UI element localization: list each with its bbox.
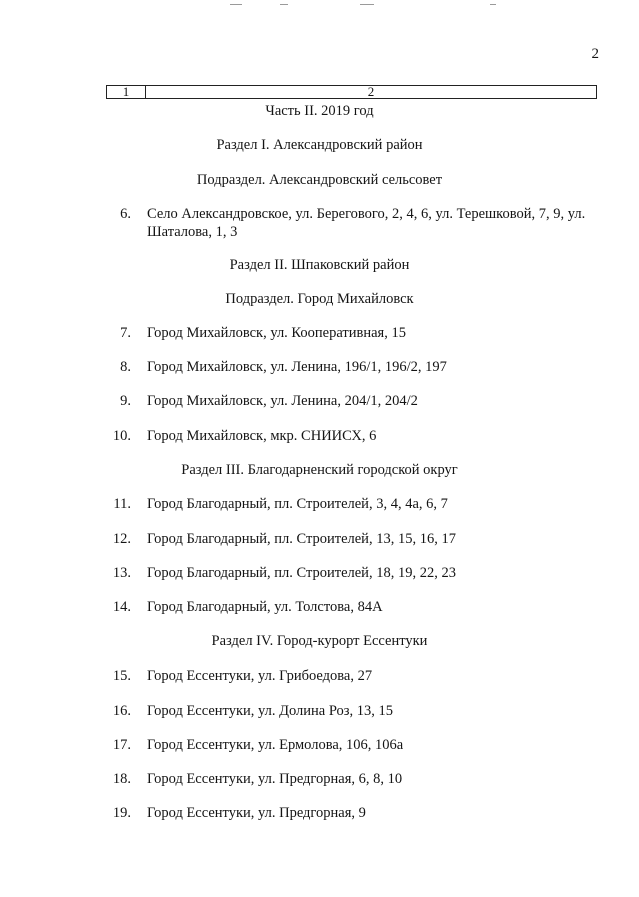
item-number: 9. bbox=[120, 393, 131, 409]
item-number: 8. bbox=[120, 359, 131, 375]
scan-artifact bbox=[280, 4, 288, 5]
section-heading: Раздел I. Александровский район bbox=[216, 137, 423, 153]
section-heading: Раздел III. Благодарненский городской округ bbox=[181, 462, 458, 478]
item-address: Город Ессентуки, ул. Предгорная, 9 bbox=[147, 805, 366, 821]
item-address: Город Благодарный, ул. Толстова, 84А bbox=[147, 599, 383, 615]
item-number: 10. bbox=[112, 428, 131, 444]
item-number: 19. bbox=[112, 805, 131, 821]
item-address: Село Александровское, ул. Берегового, 2, 4, 6, ул. Терешковой, 7, 9, ул. Шаталова, 1, 3 bbox=[147, 206, 586, 240]
item-address: Город Благодарный, пл. Строителей, 3, 4, 4а, 6, 7 bbox=[147, 496, 448, 512]
item-address: Город Ессентуки, ул. Предгорная, 6, 8, 10 bbox=[147, 771, 403, 787]
item-number: 16. bbox=[112, 703, 131, 719]
table-column-header bbox=[106, 85, 597, 99]
item-number: 13. bbox=[112, 565, 131, 581]
item-number: 14. bbox=[112, 599, 131, 615]
page-number: 2 bbox=[591, 46, 599, 62]
subsection-heading: Подраздел. Город Михайловск bbox=[225, 291, 414, 307]
item-number: 6. bbox=[120, 206, 131, 222]
item-address: Город Ессентуки, ул. Ермолова, 106, 106а bbox=[147, 737, 404, 753]
item-number: 17. bbox=[112, 737, 131, 753]
item-number: 11. bbox=[113, 496, 131, 512]
item-number: 18. bbox=[112, 771, 131, 787]
scan-artifact bbox=[360, 4, 374, 5]
item-number: 15. bbox=[112, 668, 131, 684]
section-heading: Раздел IV. Город-курорт Ессентуки bbox=[211, 633, 428, 649]
item-address: Город Благодарный, пл. Строителей, 13, 15, 16, 17 bbox=[147, 531, 456, 547]
item-number: 12. bbox=[112, 531, 131, 547]
item-address: Город Михайловск, ул. Ленина, 204/1, 204/2 bbox=[147, 393, 418, 409]
item-address: Город Ессентуки, ул. Грибоедова, 27 bbox=[147, 668, 373, 684]
scan-artifact bbox=[490, 4, 496, 5]
item-address: Город Михайловск, ул. Ленина, 196/1, 196/2, 197 bbox=[147, 359, 447, 375]
subsection-heading: Подраздел. Александровский сельсовет bbox=[196, 172, 443, 188]
item-address: Город Михайловск, мкр. СНИИСХ, 6 bbox=[147, 428, 377, 444]
column-number-1: 1 bbox=[107, 86, 146, 98]
column-number-2: 2 bbox=[367, 84, 375, 99]
scan-artifact bbox=[230, 4, 242, 5]
item-number: 7. bbox=[120, 325, 131, 341]
section-heading: Раздел II. Шпаковский район bbox=[229, 257, 410, 273]
part-title: Часть II. 2019 год bbox=[265, 103, 374, 119]
item-address: Город Ессентуки, ул. Долина Роз, 13, 15 bbox=[147, 703, 394, 719]
item-address: Город Михайловск, ул. Кооперативная, 15 bbox=[147, 325, 406, 341]
item-address: Город Благодарный, пл. Строителей, 18, 19, 22, 23 bbox=[147, 565, 456, 581]
